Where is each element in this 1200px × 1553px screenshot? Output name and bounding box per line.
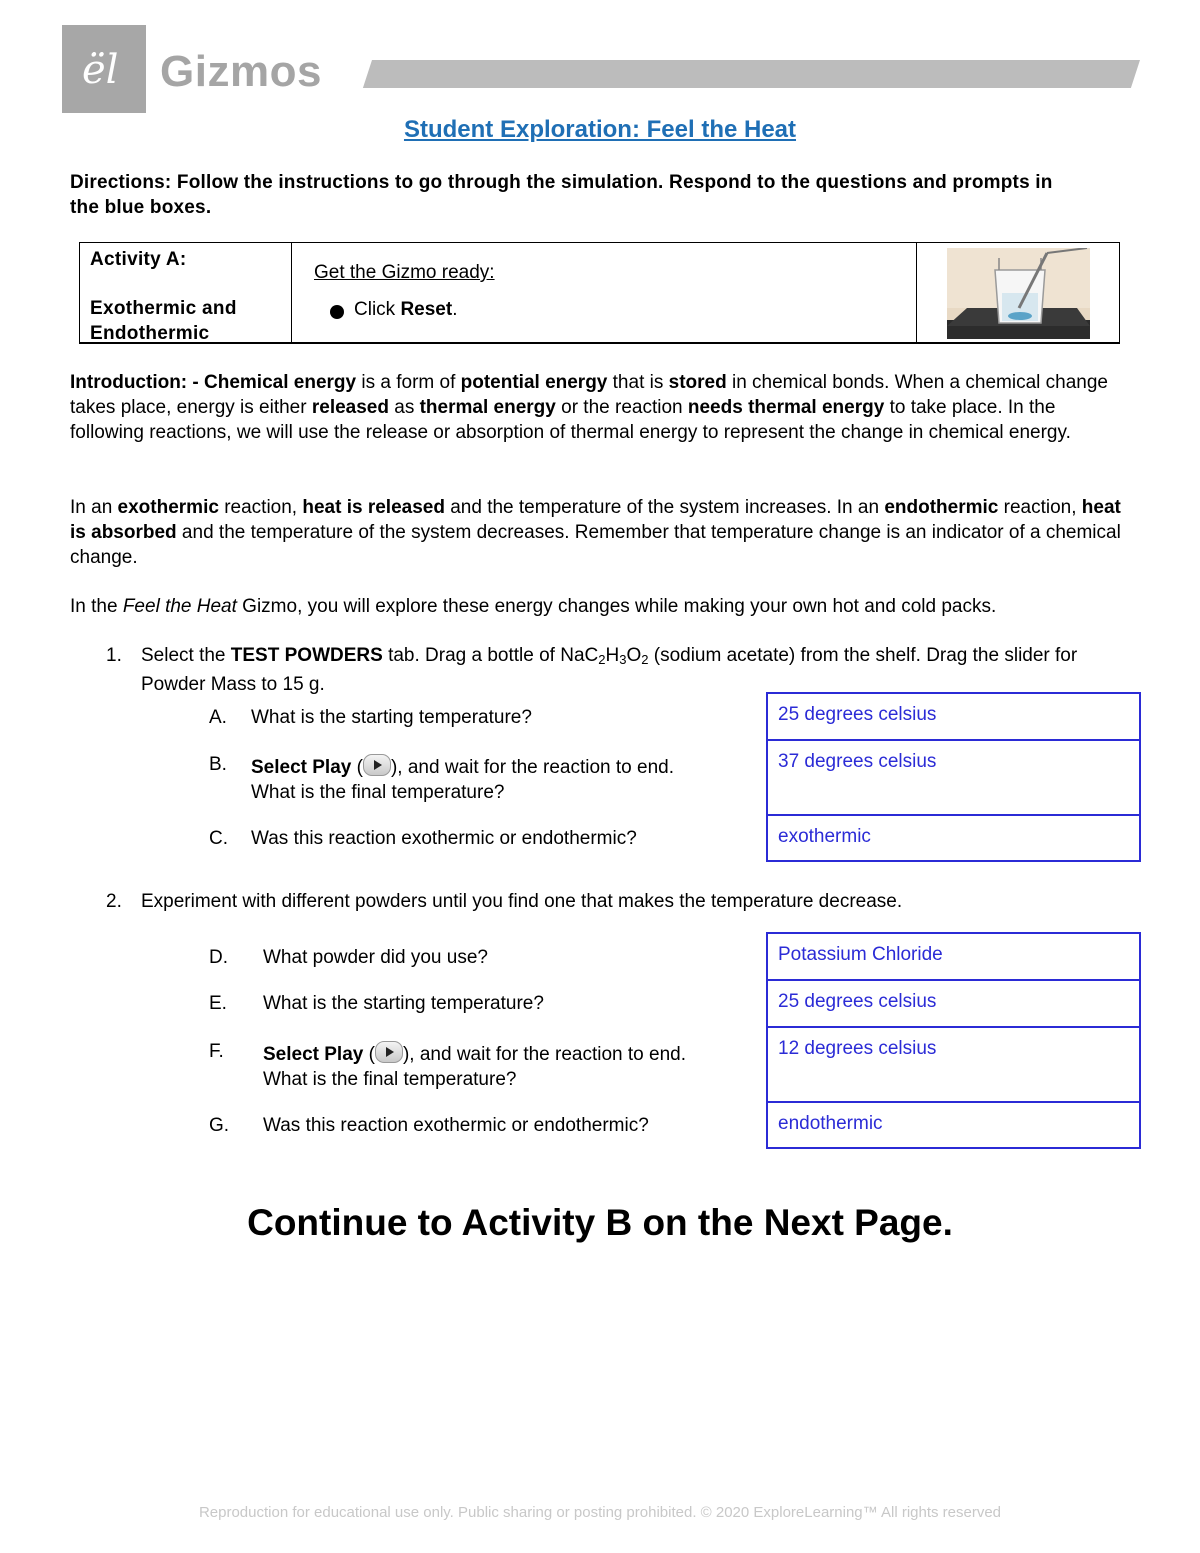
answer-box-a[interactable]: 25 degrees celsius [766,692,1141,741]
question-g-text: Was this reaction exothermic or endothermic? [263,1115,649,1136]
question-e-text: What is the starting temperature? [263,993,544,1014]
question-2-number: 2. [106,891,122,912]
activity-label: Activity A: [90,249,187,270]
question-a-letter: A. [209,707,227,728]
answer-box-d[interactable]: Potassium Chloride [766,932,1141,981]
question-d-text: What powder did you use? [263,947,488,968]
click-reset-instruction: Click Reset. [354,299,458,320]
question-e-letter: E. [209,993,227,1014]
question-c-text: Was this reaction exothermic or endothermic? [251,828,637,849]
question-d-letter: D. [209,947,228,968]
question-f-letter: F. [209,1041,224,1062]
play-icon [363,754,391,776]
svg-text:ël: ël [82,47,119,93]
question-1-number: 1. [106,645,122,666]
activity-name: Exothermic and Endothermic [90,298,237,344]
explorelearning-logo [62,25,146,113]
bullet-icon [330,305,344,319]
question-1-text: Select the TEST POWDERS tab. Drag a bottle of $NaC_2H_3O_2$ (sodium acetate) from the shelf. Drag the slider for Powder Mass to 15 g. [141,645,1078,695]
gizmo-thumbnail-cell [917,243,1119,342]
question-c-letter: C. [209,828,228,849]
continue-heading: Continue to Activity B on the Next Page. [247,1202,953,1243]
copyright-footer: Reproduction for educational use only. Public sharing or posting prohibited. © 2020 ExploreLearning™ All rights reserved [198,1504,1002,1521]
question-2-text: Experiment with different powders until you find one that makes the temperature decrease. [141,891,903,912]
answer-box-c[interactable]: exothermic [766,814,1141,862]
exo-endo-paragraph: In an exothermic reaction, heat is released and the temperature of the system increases. In an endothermic reaction, heat is absorbed and the temperature of the system decreases. Remember that temperature change is an indicator of a chemical change. [70,497,1121,568]
activity-table [79,242,1120,344]
answer-box-f[interactable]: 12 degrees celsius [766,1026,1141,1103]
brand-name: Gizmos [160,47,322,96]
page-title: Student Exploration: Feel the Heat [403,116,797,143]
question-f-text: Select Play ( ), and wait for the reaction to end. What is the final temperature? [263,1041,686,1092]
answer-box-e[interactable]: 25 degrees celsius [766,979,1141,1028]
answer-box-b[interactable]: 37 degrees celsius [766,739,1141,816]
el-logo-icon [62,25,146,113]
question-g-letter: G. [209,1115,230,1136]
activity-label-cell [80,243,292,342]
question-b-letter: B. [209,754,227,775]
header-bar [363,60,1140,88]
answer-box-g[interactable]: endothermic [766,1101,1141,1149]
question-b-text: Select Play ( ), and wait for the reaction to end. What is the final temperature? [251,754,674,805]
directions: Directions: Follow the instructions to go through the simulation. Respond to the questions and prompts in the blue boxes. [70,172,1053,218]
activity-instructions-cell [292,243,917,342]
calorimeter-image [947,248,1090,339]
question-a-text: What is the starting temperature? [251,707,532,728]
play-icon [375,1041,403,1063]
get-ready-heading: Get the Gizmo ready: [314,262,495,283]
gizmo-paragraph: In the Feel the Heat Gizmo, you will explore these energy changes while making your own hot and cold packs. [70,596,997,617]
introduction-paragraph: Introduction: - Chemical energy is a form of potential energy that is stored in chemical bonds. When a chemical change takes place, energy is either released as thermal energy or the reaction needs thermal energy to take place. In the following reactions, we will use the release or absorption of thermal energy to represent the change in chemical energy. [70,372,1108,443]
